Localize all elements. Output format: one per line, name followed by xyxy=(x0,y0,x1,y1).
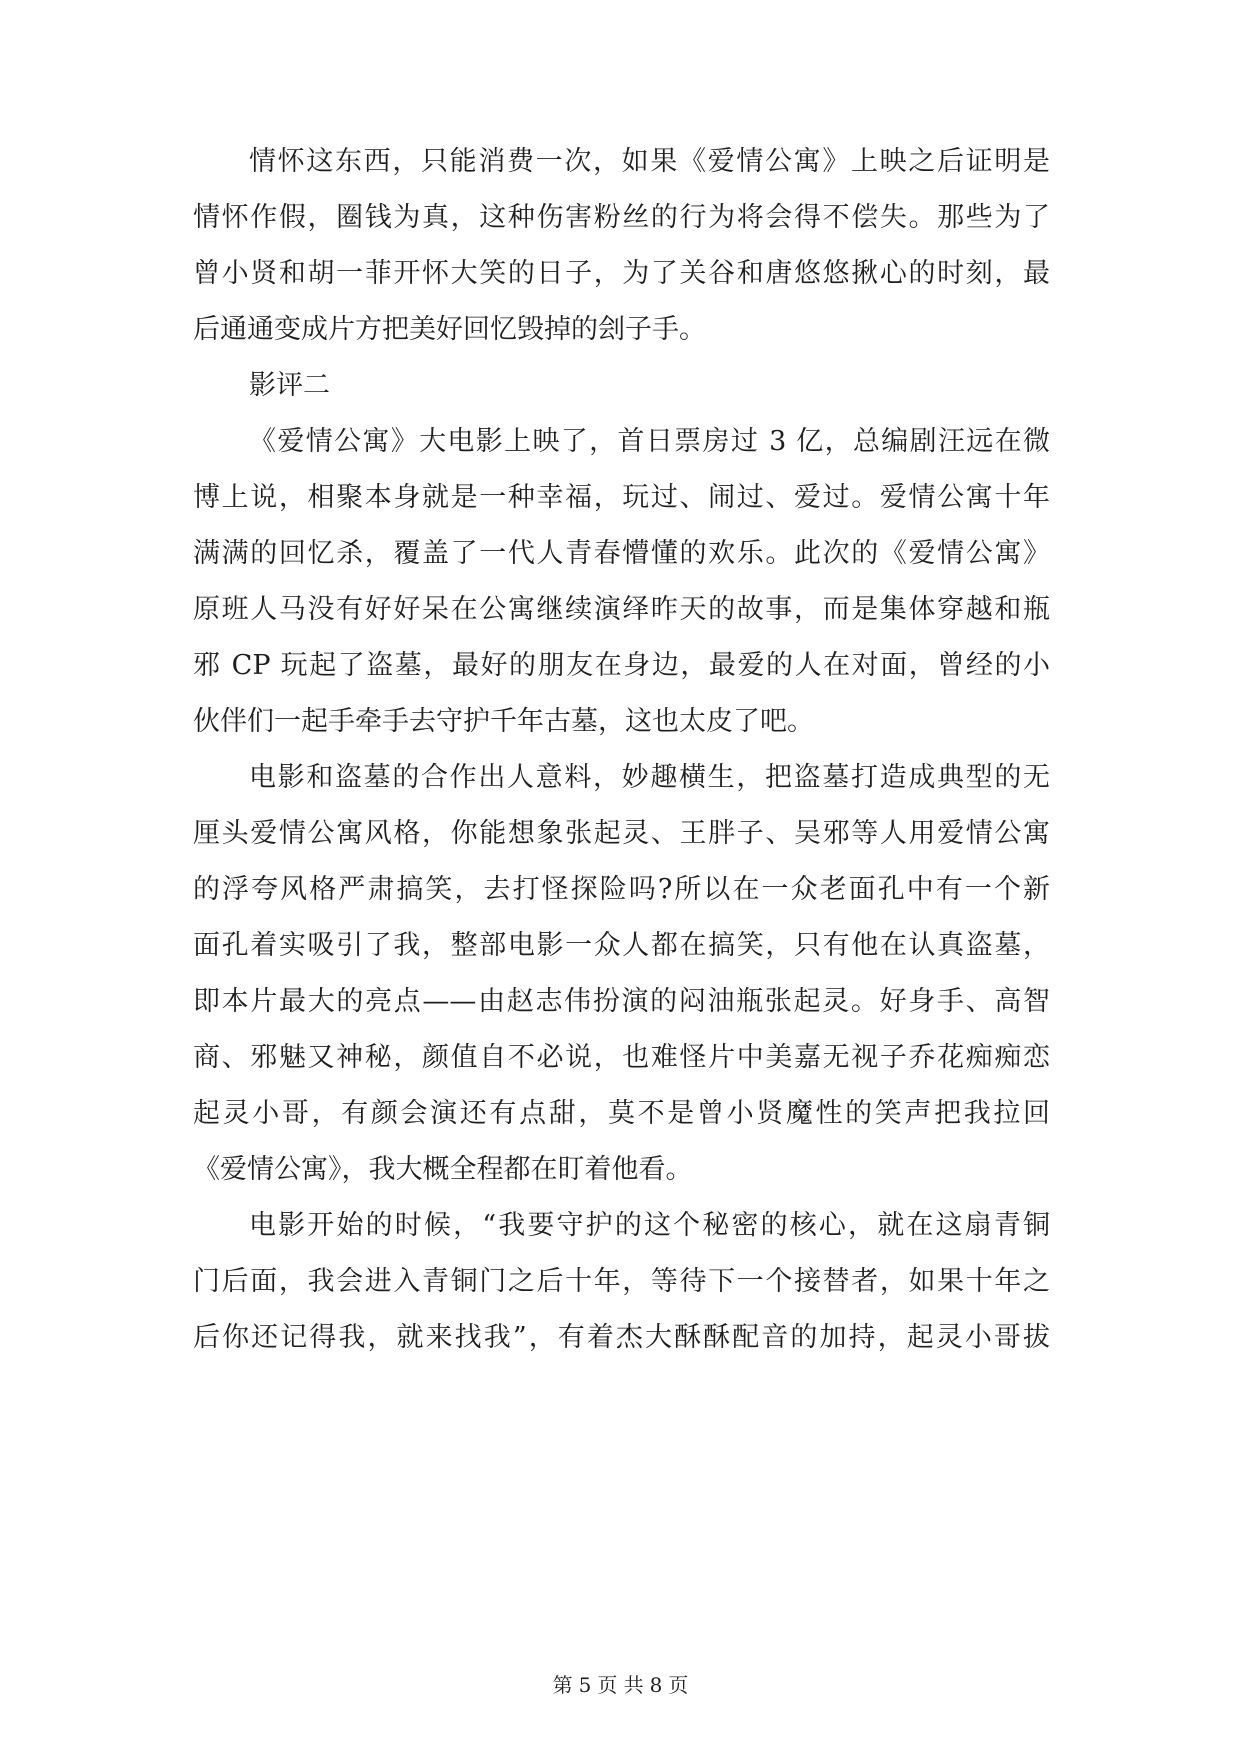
footer-total-pages: 8 xyxy=(649,1673,663,1697)
text-line: 商、邪魅又神秘，颜值自不必说，也难怪片中美嘉无视子乔花痴痴恋 xyxy=(193,1042,1050,1073)
footer-middle: 页 共 xyxy=(597,1673,644,1697)
section-heading: 影评二 xyxy=(249,370,330,401)
text-line: 满满的回忆杀，覆盖了一代人青春懵懂的欢乐。此次的《爱情公寓》 xyxy=(193,538,1050,569)
text-line: 门后面，我会进入青铜门之后十年，等待下一个接替者，如果十年之 xyxy=(193,1266,1050,1297)
footer-prefix: 第 xyxy=(552,1673,573,1697)
text-line: 邪 CP 玩起了盗墓，最好的朋友在身边，最爱的人在对面，曾经的小 xyxy=(193,650,1050,681)
page-number-footer xyxy=(0,1670,1241,1700)
text-line: 伙伴们一起手牵手去守护千年古墓，这也太皮了吧。 xyxy=(193,706,814,737)
text-line: 电影开始的时候，“我要守护的这个秘密的核心，就在这扇青铜 xyxy=(249,1210,1050,1241)
text-line: 电影和盗墓的合作出人意料，妙趣横生，把盗墓打造成典型的无 xyxy=(249,762,1050,793)
text-line: 情怀这东西，只能消费一次，如果《爱情公寓》上映之后证明是 xyxy=(249,146,1050,177)
text-line: 厘头爱情公寓风格，你能想象张起灵、王胖子、吴邪等人用爱情公寓 xyxy=(193,818,1050,849)
text-line: 《爱情公寓》大电影上映了，首日票房过 3 亿，总编剧汪远在微 xyxy=(249,426,1050,457)
footer-suffix: 页 xyxy=(668,1673,689,1697)
text-line: 面孔着实吸引了我，整部电影一众人都在搞笑，只有他在认真盗墓， xyxy=(193,930,1050,961)
text-line: 即本片最大的亮点——由赵志伟扮演的闷油瓶张起灵。好身手、高智 xyxy=(193,986,1050,1017)
text-line: 后你还记得我，就来找我”，有着杰大酥酥配音的加持，起灵小哥拔 xyxy=(193,1322,1050,1353)
footer-current-page: 5 xyxy=(578,1673,592,1697)
text-line: 情怀作假，圈钱为真，这种伤害粉丝的行为将会得不偿失。那些为了 xyxy=(193,202,1050,233)
text-line: 的浮夸风格严肃搞笑，去打怪探险吗?所以在一众老面孔中有一个新 xyxy=(193,874,1050,905)
text-line: 原班人马没有好好呆在公寓继续演绎昨天的故事，而是集体穿越和瓶 xyxy=(193,594,1050,625)
text-line: 后通通变成片方把美好回忆毁掉的刽子手。 xyxy=(193,314,706,345)
text-line: 博上说，相聚本身就是一种幸福，玩过、闹过、爱过。爱情公寓十年 xyxy=(193,482,1050,513)
text-line: 《爱情公寓》，我大概全程都在盯着他看。 xyxy=(193,1154,693,1185)
text-line: 曾小贤和胡一菲开怀大笑的日子，为了关谷和唐悠悠揪心的时刻，最 xyxy=(193,258,1050,289)
text-line: 起灵小哥，有颜会演还有点甜，莫不是曾小贤魔性的笑声把我拉回 xyxy=(193,1098,1050,1129)
